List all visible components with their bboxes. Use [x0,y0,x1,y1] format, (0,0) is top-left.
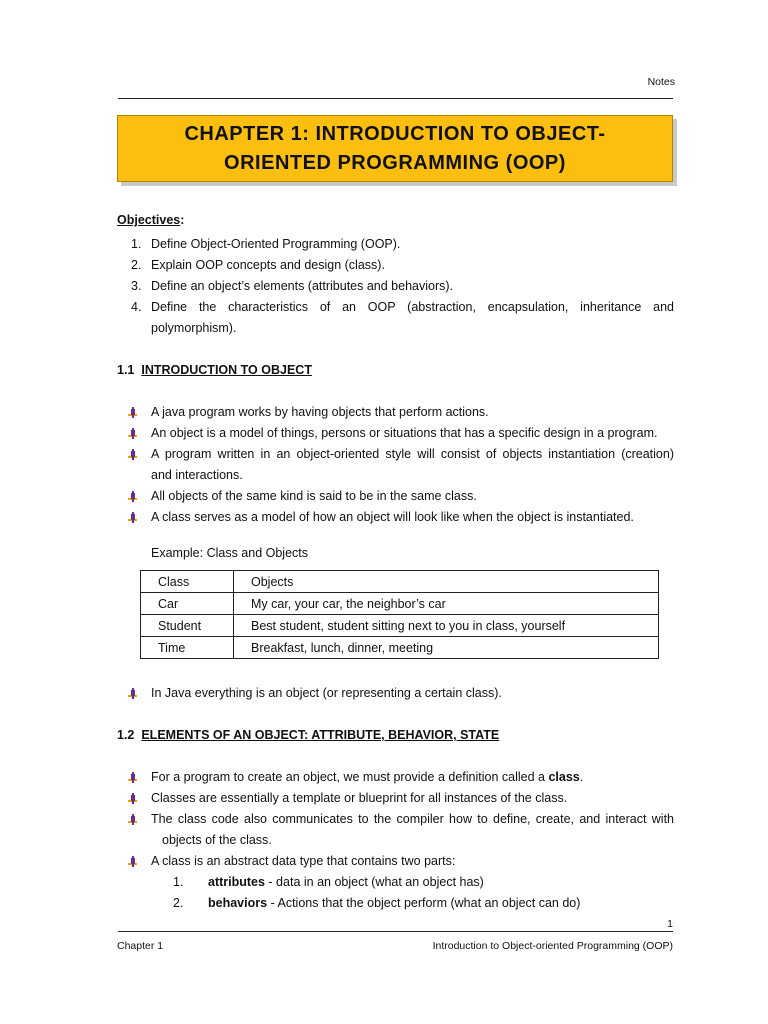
objective-num-3: 3. [131,279,142,293]
bullet-icon [128,512,138,523]
chapter-title-line1: CHAPTER 1: INTRODUCTION TO OBJECT- [184,123,606,145]
footer-title: Introduction to Object-oriented Programming (OOP) [432,940,673,952]
example-label: Example: Class and Objects [151,546,309,560]
section-1-1-bullet-2: An object is a model of things, persons or situations that has a specific design in a program. [151,426,658,440]
section-1-1-title: INTRODUCTION TO OBJECT [141,363,312,377]
section-1-2-heading [117,727,499,743]
objectives-heading-text: Objectives [117,213,181,227]
section-1-1-bullet-3-cont: and interactions. [151,468,243,482]
class-objects-table [140,570,659,659]
table-row [141,615,659,637]
section-1-1-after-bullet: In Java everything is an object (or representing a certain class). [151,686,502,700]
table-cell: Car [141,593,234,615]
section-1-2-bullet-1 [151,769,583,785]
objective-num-2: 2. [131,258,142,272]
section-1-1-bullet-3: A program written in an object-oriented style will consist of objects instantiation (creation) [151,447,674,461]
table-header-objects: Objects [234,571,659,593]
bullet-icon [128,793,138,804]
sub-item-2 [208,895,580,911]
chapter-title-line2: ORIENTED PROGRAMMING (OOP) [224,152,566,174]
table-cell: My car, your car, the neighbor’s car [234,593,659,615]
section-1-1-heading [117,362,312,378]
sub-item-1 [208,874,484,890]
section-1-1-bullet-1: A java program works by having objects that perform actions. [151,405,489,419]
bullet-icon [128,856,138,867]
section-1-2-bullet-1-bold: class [548,770,580,784]
sub-item-2-term: behaviors [208,896,268,910]
section-1-2-bullet-1-post: . [579,770,584,784]
bullet-icon [128,772,138,783]
table-header-row [141,571,659,593]
section-1-2-num: 1.2 [117,728,135,742]
bullet-icon [128,491,138,502]
sub-item-2-desc: - Actions that the object perform (what an object can do) [267,896,581,910]
objective-text-1: Define Object-Oriented Programming (OOP). [151,237,401,251]
section-1-1-bullet-5: A class serves as a model of how an object will look like when the object is instantiated. [151,510,634,524]
objective-num-4: 4. [131,300,142,314]
section-1-2-title: ELEMENTS OF AN OBJECT: ATTRIBUTE, BEHAVIOR, STATE [141,728,500,742]
bullet-icon [128,449,138,460]
section-1-2-bullet-2: Classes are essentially a template or blueprint for all instances of the class. [151,791,568,805]
objective-text-4: Define the characteristics of an OOP (abstraction, encapsulation, inheritance and [151,300,674,314]
section-1-1-bullet-4: All objects of the same kind is said to be in the same class. [151,489,477,503]
sub-item-num-2: 2. [173,896,184,910]
objective-num-1: 1. [131,237,142,251]
bullet-icon [128,688,138,699]
page-number: 1 [667,918,673,930]
section-1-2-bullet-1-pre: For a program to create an object, we must provide a definition called a [151,770,549,784]
objectives-colon: : [180,213,185,227]
sub-item-1-desc: - data in an object (what an object has) [264,875,484,889]
footer-chapter: Chapter 1 [117,940,164,952]
bullet-icon [128,407,138,418]
table-cell: Student [141,615,234,637]
objectives-heading [117,212,184,228]
table-row [141,637,659,659]
header-rule [118,98,673,99]
objective-text-4-cont: polymorphism). [151,321,237,335]
chapter-title-box [117,115,673,182]
table-cell: Best student, student sitting next to you in class, yourself [234,615,659,637]
table-header-class: Class [141,571,234,593]
bullet-icon [128,428,138,439]
bullet-icon [128,814,138,825]
table-cell: Time [141,637,234,659]
section-1-2-bullet-4: A class is an abstract data type that contains two parts: [151,854,456,868]
table-row [141,593,659,615]
sub-item-num-1: 1. [173,875,184,889]
section-1-2-bullet-3-cont: objects of the class. [162,833,272,847]
section-1-1-num: 1.1 [117,363,135,377]
sub-item-1-term: attributes [208,875,265,889]
footer-rule [118,931,673,932]
header-notes: Notes [647,76,675,88]
objective-text-3: Define an object’s elements (attributes and behaviors). [151,279,454,293]
objective-text-2: Explain OOP concepts and design (class). [151,258,385,272]
section-1-2-bullet-3: The class code also communicates to the compiler how to define, create, and interact with [151,812,674,826]
table-cell: Breakfast, lunch, dinner, meeting [234,637,659,659]
